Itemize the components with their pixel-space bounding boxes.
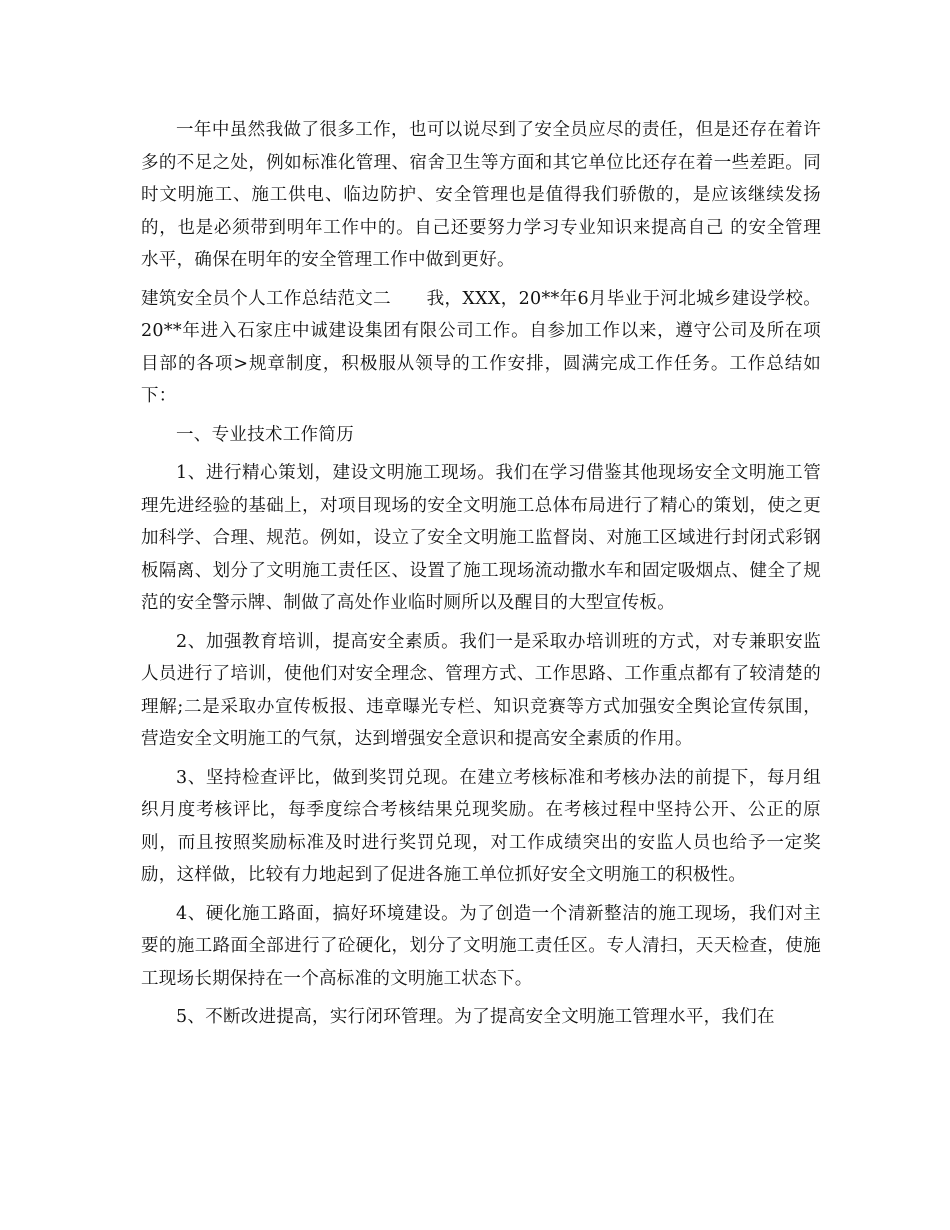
- paragraph-item-5: 5、不断改进提高，实行闭环管理。为了提高安全文明施工管理水平，我们在: [176, 1007, 775, 1027]
- paragraph-item-2: 2、加强教育培训，提高安全素质。我们一是采取办培训班的方式，对专兼职安监人员进行了培训，使他们对安全理念、管理方式、工作思路、工作重点都有了较清楚的理解;二是采取办宣传板报、违章曝光专栏、知识竞赛等方式加强安全舆论宣传氛围，营造安全文明施工的气氛，达到增强安全意识和提高安全素质的作用。: [141, 631, 821, 749]
- paragraph-section-two-intro: 建筑安全员个人工作总结范文二 我，XXX，20**年6月毕业于河北城乡建设学校。20**年进入石家庄中诚建设集团有限公司工作。自参加工作以来，遵守公司及所在项目部的各项>规章制度，积极服从领导的工作安排，圆满完成工作任务。工作总结如下：: [141, 288, 821, 406]
- document-body: [141, 114, 821, 1034]
- heading-professional-history: 一、专业技术工作简历: [176, 424, 354, 445]
- paragraph-item-1: 1、进行精心策划，建设文明施工现场。我们在学习借鉴其他现场安全文明施工管理先进经验的基础上，对项目现场的安全文明施工总体布局进行了精心的策划，使之更加科学、合理、规范。例如，设立了安全文明施工监督岗、对施工区域进行封闭式彩钢板隔离、划分了文明施工责任区、设置了施工现场流动撒水车和固定吸烟点、健全了规范的安全警示牌、制做了高处作业临时厕所以及醒目的大型宣传板。: [141, 463, 821, 613]
- paragraph-item-3: 3、坚持检查评比，做到奖罚兑现。在建立考核标准和考核办法的前提下，每月组织月度考核评比，每季度综合考核结果兑现奖励。在考核过程中坚持公开、公正的原则，而且按照奖励标准及时进行奖罚兑现，对工作成绩突出的安监人员也给予一定奖励，这样做，比较有力地起到了促进各施工单位抓好安全文明施工的积极性。: [141, 767, 821, 885]
- paragraph-item-4: 4、硬化施工路面，搞好环境建设。为了创造一个清新整洁的施工现场，我们对主要的施工路面全部进行了砼硬化，划分了文明施工责任区。专人清扫，天天检查，使施工现场长期保持在一个高标准的文明施工状态下。: [141, 903, 821, 989]
- paragraph-summary: 一年中虽然我做了很多工作，也可以说尽到了安全员应尽的责任，但是还存在着许多的不足之处，例如标准化管理、宿舍卫生等方面和其它单位比还存在着一些差距。同时文明施工、施工供电、临边防护、安全管理也是值得我们骄傲的，是应该继续发扬的，也是必须带到明年工作中的。自己还要努力学习专业知识来提高自己 的安全管理水平，确保在明年的安全管理工作中做到更好。: [141, 120, 821, 270]
